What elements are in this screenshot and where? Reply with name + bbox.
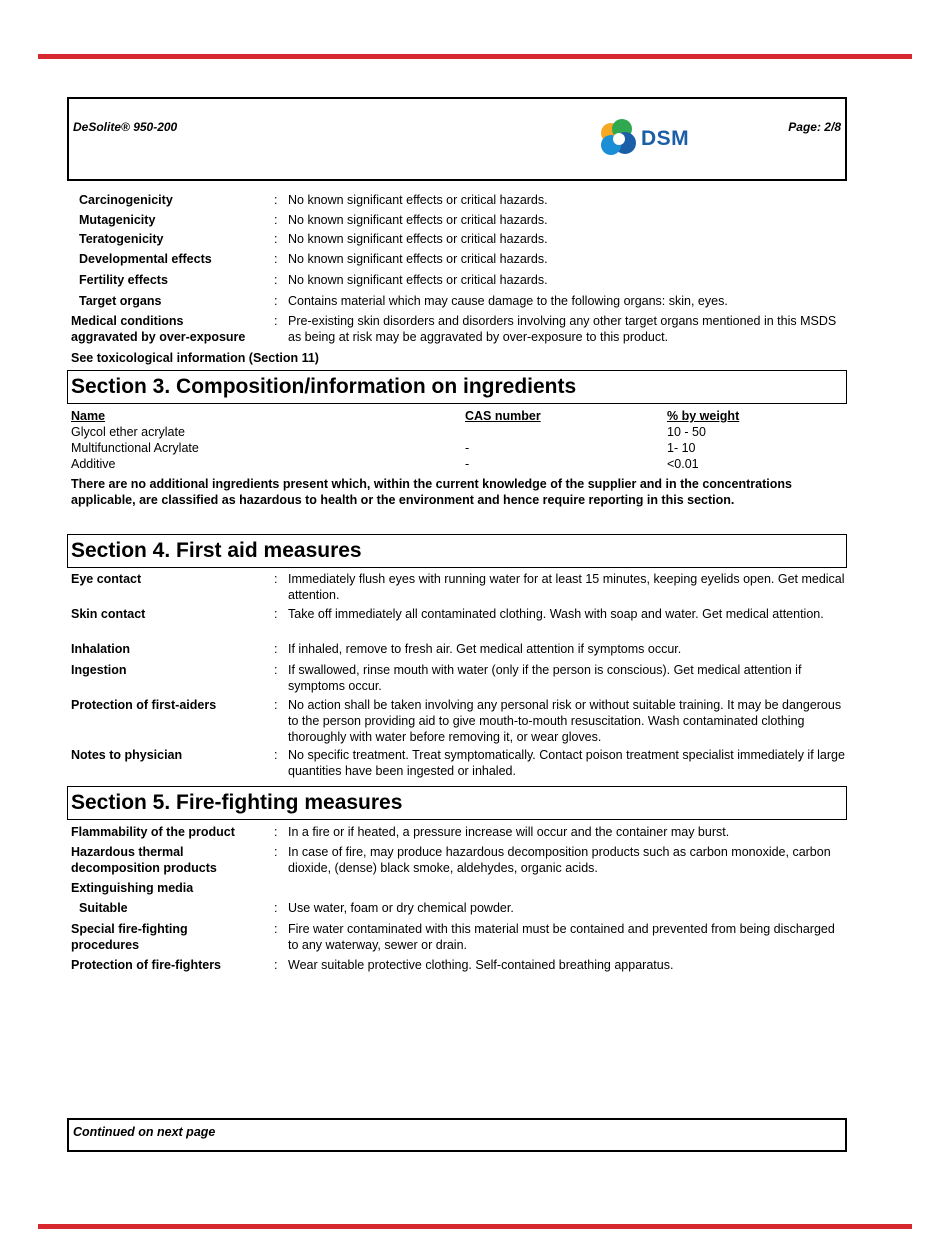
hazard-value: No known significant effects or critical hazards. [288,252,548,266]
label-line: Hazardous thermal [71,845,184,859]
ingredient-name: Additive [71,457,116,471]
colon: : [274,922,278,936]
colon: : [274,252,278,266]
bottom-red-bar [38,1224,912,1229]
first-aid-label: Protection of first-aiders [71,698,217,712]
hazard-value: No known significant effects or critical hazards. [288,213,548,227]
ingredient-weight: <0.01 [667,457,699,471]
colon: : [274,845,278,859]
hazard-label: Developmental effects [79,252,212,266]
colon: : [274,213,278,227]
fire-value: Use water, foam or dry chemical powder. [288,901,514,915]
fire-label: Flammability of the product [71,825,235,839]
label-line: Special fire-fighting [71,922,188,936]
fire-value: Wear suitable protective clothing. Self-contained breathing apparatus. [288,958,674,972]
ingredient-weight: 10 - 50 [667,425,706,439]
first-aid-value: No specific treatment. Treat symptomatically. Contact poison treatment specialist immediately if large quantities have been ingested or inhaled. [288,748,845,778]
first-aid-label: Ingestion [71,663,127,677]
section-title: Section 4. First aid measures [71,539,362,562]
page-footer [67,1118,847,1152]
colon: : [274,273,278,287]
col-header-name: Name [71,409,106,423]
hazard-value: No known significant effects or critical hazards. [288,232,548,246]
fire-value: In a fire or if heated, a pressure increase will occur and the container may burst. [288,825,730,839]
first-aid-value: Take off immediately all contaminated clothing. Wash with soap and water. Get medical attention. [288,607,824,621]
hazard-label: Mutagenicity [79,213,156,227]
first-aid-label: Eye contact [71,572,142,586]
section-5-header [67,786,847,820]
hazard-value: No known significant effects or critical hazards. [288,193,548,207]
dsm-logo-icon [597,115,641,165]
ingredient-name: Multifunctional Acrylate [71,441,199,455]
section-title: Section 5. Fire-fighting measures [71,791,403,814]
extinguishing-media-heading: Extinguishing media [71,881,194,895]
dsm-logo [597,115,697,165]
product-name: DeSolite® 950-200 [73,120,178,134]
colon: : [274,698,278,712]
hazard-label: Teratogenicity [79,232,164,246]
section-title: Section 3. Composition/information on ingredients [71,375,577,398]
hazard-label: Target organs [79,294,162,308]
colon: : [274,314,278,328]
colon: : [274,294,278,308]
first-aid-label: Notes to physician [71,748,183,762]
colon: : [274,901,278,915]
colon: : [274,825,278,839]
label-line: procedures [71,938,140,952]
page-number: Page: 2/8 [788,120,841,134]
ingredients-cas-col [465,408,541,472]
first-aid-value: If swallowed, rinse mouth with water (only if the person is conscious). Get medical attention if symptoms occur. [288,663,802,693]
medical-conditions-value: Pre-existing skin disorders and disorders involving any other target organs mentioned in this MSDS as being at risk may be aggravated by over-exposure to this product. [288,314,837,344]
continued-text: Continued on next page [73,1125,216,1139]
first-aid-value: Immediately flush eyes with running water for at least 15 minutes, keeping eyelids open. Get medical attention. [288,572,845,602]
fire-label [71,921,271,953]
colon: : [274,607,278,621]
hazard-label: Carcinogenicity [79,193,173,207]
label-line: aggravated by over-exposure [71,330,246,344]
fire-label: Suitable [79,901,128,915]
first-aid-value: No action shall be taken involving any personal risk or without suitable training. It may be dangerous to the person providing aid to give mouth-to-mouth resuscitation. Wash contaminated clothing thoroughly with water before removing it, or wear gloves. [288,698,842,744]
col-header-weight: % by weight [667,409,740,423]
ingredient-name: Glycol ether acrylate [71,425,185,439]
fire-value: In case of fire, may produce hazardous decomposition products such as carbon monoxide, carbon dioxide, (dense) black smoke, aldehydes, organic acids. [288,845,831,875]
ingredients-name-col [71,408,199,472]
hazard-value: No known significant effects or critical hazards. [288,273,548,287]
colon: : [274,958,278,972]
ingredient-cas: - [465,441,470,455]
fire-value: Fire water contaminated with this material must be contained and prevented from being discharged to any waterway, sewer or drain. [288,922,835,952]
label-line: Medical conditions [71,314,184,328]
ingredients-note: There are no additional ingredients present which, within the current knowledge of the supplier and in the concentrations applicable, are classified as hazardous to health or the environment and hence require reporting in this section. [71,477,792,507]
first-aid-value: If inhaled, remove to fresh air. Get medical attention if symptoms occur. [288,642,682,656]
colon: : [274,193,278,207]
colon: : [274,642,278,656]
section-4-header [67,534,847,568]
hazard-label: Fertility effects [79,273,168,287]
fire-label: Protection of fire-fighters [71,958,222,972]
medical-conditions-label [71,313,271,345]
first-aid-label: Inhalation [71,642,131,656]
colon: : [274,232,278,246]
top-red-bar [38,54,912,59]
see-tox-note: See toxicological information (Section 11) [71,351,319,365]
colon: : [274,748,278,762]
colon: : [274,572,278,586]
section-3-header [67,370,847,404]
ingredient-cas [465,424,541,440]
colon: : [274,663,278,677]
dsm-logo-text: DSM [641,127,690,150]
hazard-value: Contains material which may cause damage to the following organs: skin, eyes. [288,294,728,308]
ingredients-weight-col [667,408,739,472]
label-line: decomposition products [71,861,217,875]
col-header-cas: CAS number [465,409,541,423]
ingredient-weight: 1- 10 [667,441,696,455]
first-aid-label: Skin contact [71,607,146,621]
fire-label [71,844,271,876]
ingredient-cas: - [465,457,470,471]
page-header [67,97,847,181]
